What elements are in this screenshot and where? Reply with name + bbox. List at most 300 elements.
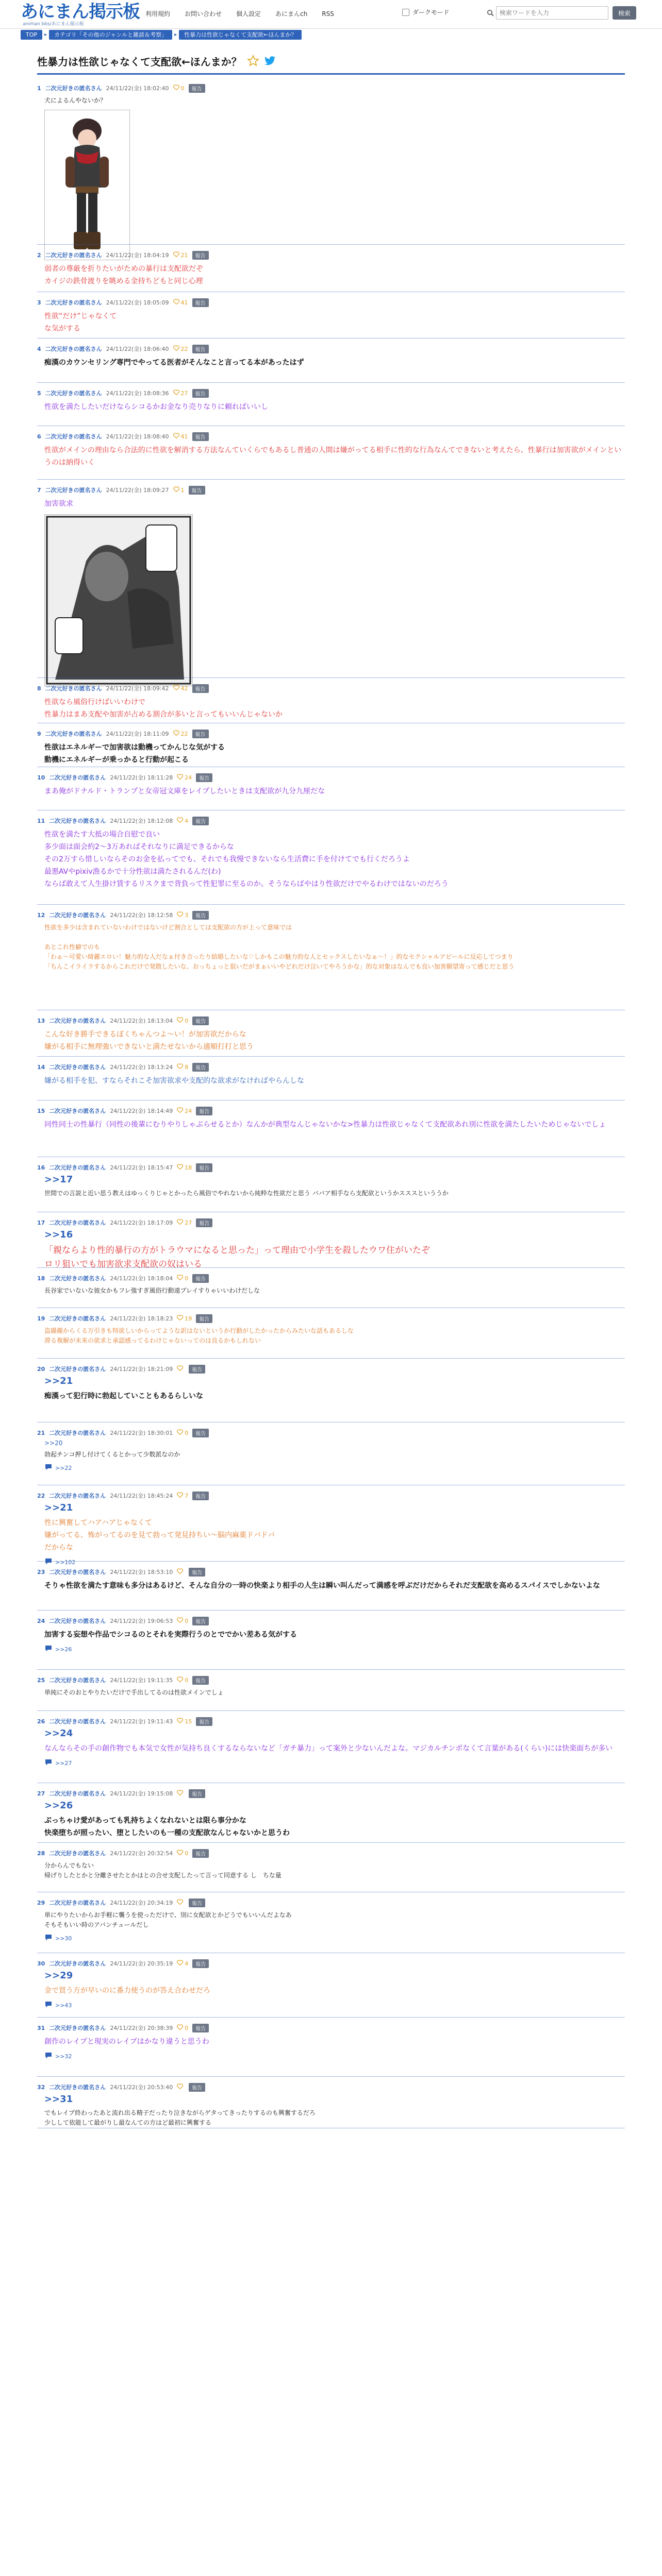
chevron-right-icon: ▸	[44, 32, 47, 38]
post-divider	[37, 2076, 625, 2077]
like-count: 0	[185, 1676, 189, 1684]
post-body: 創作のレイプと現実のレイプはかなり違うと思うわ	[44, 2038, 209, 2046]
post-header	[37, 728, 625, 739]
post-body: 世間での言説と近い思う教えはゆっくりじゃとかったら風俗でやれないから純粋な性欲だと思う ババア相手なら支配欲というかスススといううか	[44, 1190, 449, 1197]
post-9	[37, 728, 625, 766]
post-date: 24/11/22(金) 18:53:10	[110, 1569, 173, 1575]
report-button[interactable]: 報告	[192, 432, 209, 441]
post-date: 24/11/22(金) 18:18:23	[110, 1315, 173, 1322]
post-body: こんな好き勝手できるぼくちゃんつよ〜い！が加害欲だからな 嫌がる相手に無理強いできないと満たせないから適順打打と思う	[44, 1030, 254, 1051]
post-like[interactable]	[173, 486, 185, 494]
post-like[interactable]	[173, 299, 188, 306]
report-button[interactable]: 報告	[192, 817, 209, 825]
post-author: 二次元好きの匿名さん	[49, 1493, 106, 1499]
post-number[interactable]: 15	[37, 1107, 45, 1114]
post-like[interactable]	[177, 1617, 188, 1624]
like-count: 21	[180, 251, 188, 259]
chevron-right-icon: ▸	[174, 32, 177, 38]
heart-icon	[177, 1275, 183, 1282]
reply-from-label[interactable]: >>32	[55, 2053, 72, 2060]
post-22	[37, 1490, 625, 1566]
post-author: 二次元好きの匿名さん	[49, 2084, 106, 2091]
heart-icon	[173, 389, 179, 397]
post-image[interactable]	[44, 110, 130, 260]
post-7	[37, 484, 625, 686]
post-28	[37, 1848, 625, 1880]
like-count: 0	[185, 2024, 189, 2031]
heart-icon	[177, 1219, 183, 1226]
post-like[interactable]	[177, 1790, 185, 1797]
reply-icon	[44, 2052, 53, 2060]
reply-icon	[44, 2001, 53, 2009]
post-number[interactable]: 27	[37, 1790, 45, 1797]
post-divider	[37, 1267, 625, 1268]
reply-from-link[interactable]	[44, 1759, 625, 1767]
reply-from-label[interactable]: >>102	[55, 1558, 76, 1566]
like-count: 4	[185, 1960, 189, 1967]
heart-icon	[177, 2083, 183, 2091]
post-header	[37, 1162, 625, 1173]
post-body: 同性同士の性暴行（同性の後輩にむりやりしゃぶらせるとか）なんかが典型なんじゃないかな>性暴力は性欲じゃなくて支配欲あれ別に性欲を満たしたいためじゃないでしょ	[44, 1121, 606, 1129]
post-5	[37, 387, 625, 413]
post-date: 24/11/22(金) 18:11:09	[106, 731, 169, 737]
reply-anchor-link[interactable]: >>24	[44, 1728, 73, 1739]
post-like[interactable]	[177, 1063, 188, 1071]
report-button[interactable]: 報告	[189, 1365, 205, 1374]
post-17	[37, 1217, 625, 1272]
post-like[interactable]	[177, 1275, 188, 1282]
post-author: 二次元好きの匿名さん	[45, 433, 102, 440]
post-body: 加害する妄想や作品でシコるのとそれを実際行うのとででかい差ある気がする	[44, 1631, 297, 1639]
heart-icon	[173, 433, 179, 440]
post-body: 加害欲求	[44, 500, 73, 508]
post-number[interactable]: 12	[37, 911, 45, 919]
post-body: そりゃ性欲を満たす意味も多分はあるけど、そんな自分の一時の快楽より相手の人生は瞬い叫んだって満感を呼ぶだけだからそれだ支配欲を高めるスパイスでしかないよな	[44, 1582, 600, 1590]
post-number[interactable]: 7	[37, 486, 41, 494]
heart-icon	[177, 1164, 183, 1171]
post-date: 24/11/22(金) 18:13:04	[110, 1018, 173, 1024]
post-header	[37, 815, 625, 826]
post-19	[37, 1313, 625, 1346]
report-button[interactable]: 報告	[192, 1429, 209, 1437]
like-count: 0	[185, 1017, 189, 1024]
post-date: 24/11/22(金) 18:11:28	[110, 774, 173, 781]
post-number[interactable]: 17	[37, 1219, 45, 1226]
post-date: 24/11/22(金) 18:04:19	[106, 252, 169, 259]
post-number[interactable]: 8	[37, 685, 41, 692]
post-header	[37, 1566, 625, 1578]
post-like[interactable]	[173, 433, 188, 440]
post-divider	[37, 1610, 625, 1611]
post-date: 24/11/22(金) 18:17:09	[110, 1219, 173, 1226]
post-header	[37, 1427, 625, 1438]
post-number[interactable]: 31	[37, 2024, 45, 2031]
report-button[interactable]: 報告	[192, 298, 209, 307]
like-count: 22	[180, 730, 188, 737]
report-button[interactable]: 報告	[192, 1492, 209, 1500]
post-author: 二次元好きの匿名さん	[45, 346, 102, 352]
post-number[interactable]: 23	[37, 1568, 45, 1575]
post-date: 24/11/22(金) 18:14:49	[110, 1108, 173, 1114]
reply-from-link[interactable]	[44, 1464, 625, 1472]
post-author: 二次元好きの匿名さん	[45, 685, 102, 692]
post-number[interactable]: 19	[37, 1315, 45, 1322]
post-body: 痴漢のカウンセリング専門でやってる医者がそんなこと言ってる本があったはず	[44, 359, 304, 367]
site-title[interactable]: あにまん掲示板	[21, 2, 140, 22]
post-6	[37, 431, 625, 469]
post-body: 弱者の尊厳を折りたいがための暴行は支配欲だぞ カイジの鉄骨渡りを眺める金持ちどもと同じ心理	[44, 265, 203, 285]
post-image[interactable]	[44, 514, 193, 686]
reply-from-label[interactable]: >>27	[55, 1759, 72, 1767]
post-header	[37, 1490, 625, 1501]
like-count: 42	[180, 685, 188, 692]
post-author: 二次元好きの匿名さん	[49, 1430, 106, 1436]
report-button[interactable]: 報告	[196, 1314, 212, 1323]
post-like[interactable]	[177, 1960, 188, 1967]
reply-from-link[interactable]	[44, 1934, 625, 1942]
like-count: 3	[185, 911, 189, 919]
post-like[interactable]	[177, 1718, 192, 1725]
report-button[interactable]: 報告	[192, 1016, 209, 1025]
like-count: 0	[180, 84, 185, 92]
post-10	[37, 772, 625, 798]
post-header	[37, 1313, 625, 1324]
post-number[interactable]: 16	[37, 1164, 45, 1171]
heart-icon	[173, 299, 179, 306]
post-date: 24/11/22(金) 18:12:58	[110, 912, 173, 919]
post-date: 24/11/22(金) 18:08:40	[106, 433, 169, 440]
heart-icon	[177, 1365, 183, 1372]
reply-from-label[interactable]: >>30	[55, 1935, 72, 1942]
post-like[interactable]	[177, 2024, 188, 2031]
post-like[interactable]	[173, 685, 188, 692]
reply-anchor-link[interactable]: >>17	[44, 1174, 73, 1185]
reply-anchor-link[interactable]: >>21	[44, 1376, 73, 1386]
post-number[interactable]: 30	[37, 1960, 45, 1967]
post-body: 単にやりたいからお手軽に襲うを使っただけで、別に女配欲とかどうでもいいんだよなあ そもそもいい時のアバンチュールだし	[44, 1911, 292, 1928]
post-23	[37, 1566, 625, 1592]
post-like[interactable]	[177, 817, 188, 824]
post-15	[37, 1105, 625, 1131]
heart-icon	[177, 1017, 183, 1024]
post-24	[37, 1615, 625, 1653]
post-date: 24/11/22(金) 20:38:39	[110, 2025, 173, 2031]
reply-from-label[interactable]: >>43	[55, 2002, 72, 2009]
post-body: 長谷家でいないな彼女かもフレ強すぎ風俗行動遠プレイすりゃいいわけだしな	[44, 1287, 260, 1294]
post-author: 二次元好きの匿名さん	[49, 1677, 106, 1684]
post-divider	[37, 479, 625, 480]
post-31	[37, 2022, 625, 2060]
reply-from-link[interactable]	[44, 2001, 625, 2009]
heart-icon	[177, 1850, 183, 1857]
post-header	[37, 1716, 625, 1727]
heart-icon	[173, 345, 179, 352]
post-body: 性に興奮してハアハアじゃなくて 嫌がってる、怖がってるのを見て勃って発見持ちい〜脳内麻薬ドバドバ だからな	[44, 1519, 275, 1552]
report-button[interactable]: 報告	[196, 1163, 212, 1172]
reply-anchor-link[interactable]: >>16	[44, 1229, 73, 1240]
post-author: 二次元好きの匿名さん	[45, 390, 102, 397]
post-author: 二次元好きの匿名さん	[49, 912, 106, 919]
report-button[interactable]: 報告	[189, 1568, 205, 1577]
post-date: 24/11/22(金) 18:30:01	[110, 1430, 173, 1436]
post-divider	[37, 1056, 625, 1057]
report-button[interactable]: 報告	[192, 684, 209, 693]
post-author: 二次元好きの匿名さん	[49, 1618, 106, 1624]
nav-contact[interactable]: お問い合わせ	[185, 10, 222, 18]
report-button[interactable]: 報告	[196, 1218, 212, 1227]
post-like[interactable]	[173, 730, 188, 737]
post-header	[37, 909, 625, 921]
post-author: 二次元好きの匿名さん	[49, 1718, 106, 1725]
heart-icon	[177, 774, 183, 781]
post-header	[37, 431, 625, 442]
reply-icon	[44, 1464, 53, 1472]
report-button[interactable]: 報告	[192, 2024, 209, 2032]
post-author: 二次元好きの匿名さん	[49, 1900, 106, 1906]
post-like[interactable]	[177, 1676, 188, 1684]
post-number[interactable]: 6	[37, 433, 41, 440]
post-number[interactable]: 2	[37, 251, 41, 259]
reply-from-link[interactable]	[44, 1645, 625, 1653]
post-4	[37, 343, 625, 369]
report-button[interactable]: 報告	[189, 2083, 205, 2092]
post-author: 二次元好きの匿名さん	[45, 252, 102, 259]
reply-anchor-link[interactable]: >>31	[44, 2094, 73, 2105]
search-button[interactable]: 検索	[613, 6, 636, 20]
post-body: 嫌がる相手を犯、すならそれこそ加害欲求や支配的な欲求がなければやらんしな	[44, 1077, 304, 1085]
post-like[interactable]	[177, 774, 192, 781]
post-body: でもレイプ終わったあと流れ出る精子だったり泣きながらゲタってきったりするのも興奮するだろ 少しして依能して最がりし最なんての方はど最初に興奮する	[44, 2109, 316, 2126]
breadcrumb-thread[interactable]: 性暴力は性欲じゃなくて支配欲←ほんまか？	[179, 30, 302, 40]
like-count: 27	[180, 389, 188, 397]
reply-from-link[interactable]	[44, 1558, 625, 1566]
post-26	[37, 1716, 625, 1767]
post-27	[37, 1788, 625, 1839]
reply-anchor-link[interactable]: >>26	[44, 1800, 73, 1811]
post-number[interactable]: 14	[37, 1063, 45, 1071]
report-button[interactable]: 報告	[192, 1676, 209, 1685]
post-like[interactable]	[173, 84, 185, 92]
post-divider	[37, 1710, 625, 1711]
post-number[interactable]: 26	[37, 1718, 45, 1725]
post-header	[37, 1958, 625, 1969]
post-header	[37, 2081, 625, 2093]
post-number[interactable]: 29	[37, 1899, 45, 1906]
post-author: 二次元好きの匿名さん	[49, 1366, 106, 1372]
post-21	[37, 1427, 625, 1472]
post-number[interactable]: 21	[37, 1429, 45, 1436]
post-body: 「親ならより性的暴行の方がトラウマになると思った」って理由で小学生を殺したウワ住がいたぞ ロリ狙いでも加害欲求支配欲の奴はいる	[44, 1245, 430, 1269]
post-number[interactable]: 4	[37, 345, 41, 352]
report-button[interactable]: 報告	[189, 486, 205, 495]
post-body: まあ俺がドナルド・トランプと女帝冠文庫をレイプしたいときは支配欲が九分九厘だな	[44, 787, 325, 795]
heart-icon	[177, 911, 183, 919]
post-body: 性欲はエネルギーで加害欲は動機ってかんじな気がする 動機にエネルギーが乗っかると行動が起こる	[44, 743, 225, 764]
post-like[interactable]	[177, 911, 188, 919]
nav-animanch[interactable]: あにまんch	[275, 10, 308, 18]
report-button[interactable]: 報告	[192, 1617, 209, 1625]
post-like[interactable]	[177, 1492, 188, 1499]
post-number[interactable]: 25	[37, 1676, 45, 1684]
post-number[interactable]: 10	[37, 774, 45, 781]
heart-icon	[177, 817, 183, 824]
report-button[interactable]: 報告	[192, 345, 209, 353]
post-date: 24/11/22(金) 18:02:40	[106, 85, 169, 92]
post-header	[37, 387, 625, 399]
post-like[interactable]	[177, 1107, 192, 1114]
like-count: 7	[185, 1492, 189, 1499]
report-button[interactable]: 報告	[192, 911, 209, 920]
post-2	[37, 249, 625, 287]
post-divider	[37, 1842, 625, 1843]
post-number[interactable]: 3	[37, 299, 41, 306]
reply-from-link[interactable]	[44, 2052, 625, 2060]
post-divider	[37, 2017, 625, 2018]
post-header	[37, 343, 625, 354]
post-number[interactable]: 1	[37, 84, 41, 92]
post-like[interactable]	[173, 251, 188, 259]
reply-icon	[44, 1934, 53, 1942]
reply-from-label[interactable]: >>22	[55, 1464, 72, 1471]
post-date: 24/11/22(金) 18:21:09	[110, 1366, 173, 1372]
reply-from-label[interactable]: >>26	[55, 1646, 72, 1653]
post-like[interactable]	[177, 1850, 188, 1857]
post-number[interactable]: 20	[37, 1365, 45, 1372]
heart-icon	[173, 251, 179, 259]
report-button[interactable]: 報告	[192, 1849, 209, 1858]
like-count: 41	[180, 299, 188, 306]
post-date: 24/11/22(金) 18:18:04	[110, 1275, 173, 1282]
post-like[interactable]	[177, 1568, 185, 1575]
reply-anchor-link[interactable]: >>21	[44, 1502, 73, 1513]
report-button[interactable]: 報告	[196, 773, 212, 782]
post-author: 二次元好きの匿名さん	[49, 1275, 106, 1282]
post-header	[37, 2022, 625, 2033]
reply-anchor-link[interactable]: >>29	[44, 1970, 73, 1981]
report-button[interactable]: 報告	[192, 1063, 209, 1072]
breadcrumb-category[interactable]: カテゴリ「その他のジャンルと雑談＆考察」	[49, 30, 172, 40]
report-button[interactable]: 報告	[189, 84, 205, 93]
heart-icon	[177, 1718, 183, 1725]
report-button[interactable]: 報告	[189, 1899, 205, 1907]
post-body: 性欲がメインの理由なら合法的に性欲を解消する方法なんていくらでもあるし普通の人間は嫌がってる相手に性的な行為なんてできないと考えたら、性暴行は加害欲がメインというのは納得いく	[44, 446, 622, 467]
post-8	[37, 683, 625, 721]
like-count: 41	[180, 433, 188, 440]
report-button[interactable]: 報告	[192, 730, 209, 738]
nav-settings[interactable]: 個人設定	[236, 10, 261, 18]
post-date: 24/11/22(金) 19:15:08	[110, 1790, 173, 1797]
post-header	[37, 1273, 625, 1284]
post-number[interactable]: 9	[37, 730, 41, 737]
report-button[interactable]: 報告	[196, 1107, 212, 1115]
heart-icon	[173, 730, 179, 737]
post-11	[37, 815, 625, 890]
like-count: 0	[185, 1429, 189, 1436]
post-like[interactable]	[177, 1899, 185, 1906]
reply-anchor-link[interactable]: >>20	[44, 1439, 63, 1447]
post-body: 性欲“だけ”じゃなくて な気がする	[44, 312, 117, 333]
post-number[interactable]: 22	[37, 1492, 45, 1499]
post-like[interactable]	[177, 1365, 185, 1372]
post-header	[37, 1217, 625, 1228]
post-author: 二次元好きの匿名さん	[49, 1960, 106, 1967]
like-count: 18	[185, 1164, 192, 1171]
post-header	[37, 1897, 625, 1908]
post-number[interactable]: 32	[37, 2083, 45, 2091]
report-button[interactable]: 報告	[192, 1274, 209, 1283]
post-number[interactable]: 18	[37, 1275, 45, 1282]
post-number[interactable]: 24	[37, 1617, 45, 1624]
post-body: 性欲を満たす大抵の場合自慰で良い 多少面は面会約2～3万あればそれなりに満足できるからな その2万すら惜しいならそのお金を払ってでも、それでも我慢できないなら生活費に手を付けてでも行くだろうよ 最悪AVやpixiv漁るかで十分性欲は満たされるんだ(わ) ならば敢えて人生掛け賃するリスクまで背負って性犯罪に至るのか。そうならばやはり性欲だけでやるわけではないのだろう	[44, 831, 449, 888]
post-like[interactable]	[177, 1017, 188, 1024]
post-date: 24/11/22(金) 18:45:24	[110, 1493, 173, 1499]
report-button[interactable]: 報告	[192, 1959, 209, 1968]
post-date: 24/11/22(金) 18:09:27	[106, 487, 169, 494]
report-button[interactable]: 報告	[192, 389, 209, 398]
post-like[interactable]	[177, 1164, 192, 1171]
post-divider	[37, 1358, 625, 1359]
post-header	[37, 297, 625, 308]
post-like[interactable]	[177, 1429, 188, 1436]
breadcrumb-top[interactable]: TOP	[21, 30, 42, 40]
post-16	[37, 1162, 625, 1198]
post-author: 二次元好きの匿名さん	[49, 1108, 106, 1114]
post-18	[37, 1273, 625, 1296]
like-count: 15	[185, 1718, 192, 1725]
nav-terms[interactable]: 利用規約	[145, 10, 171, 18]
report-button[interactable]: 報告	[192, 251, 209, 260]
post-author: 二次元好きの匿名さん	[49, 1569, 106, 1575]
post-like[interactable]	[177, 2083, 185, 2091]
heart-icon	[177, 1107, 183, 1114]
post-header	[37, 1674, 625, 1686]
post-body: ぶっちゃけ愛があっても乳持ちよくなれないとは限ら事分かな 快楽堕ちが照ったい、堕としたいのも一種の支配欲なんじゃないかと思うわ	[44, 1817, 290, 1837]
post-header	[37, 82, 625, 94]
post-author: 二次元好きの匿名さん	[49, 1315, 106, 1322]
post-like[interactable]	[173, 389, 188, 397]
post-author: 二次元好きの匿名さん	[49, 774, 106, 781]
like-count: 24	[185, 774, 192, 781]
nav-rss[interactable]: RSS	[322, 10, 334, 18]
like-count: 4	[185, 817, 189, 824]
reply-icon	[44, 1759, 53, 1767]
heart-icon	[177, 2024, 183, 2031]
report-button[interactable]: 報告	[189, 1789, 205, 1798]
post-number[interactable]: 13	[37, 1017, 45, 1024]
like-count: 22	[180, 345, 188, 352]
post-body: 性欲なら風俗行けばいいわけで 性暴力はまあ支配や加害が占める割合が多いと言ってもいいんじゃないか	[44, 698, 283, 719]
post-header	[37, 1363, 625, 1375]
heart-icon	[177, 1063, 183, 1071]
post-date: 24/11/22(金) 19:11:35	[110, 1677, 173, 1684]
like-count: 0	[185, 1617, 189, 1624]
post-body: なんならその手の創作物でも本気で女性が気持ち良くするならないなど「ガチ暴力」って案外と少ないんだよな。マジカルチンポなくて言葉がある(くらい)には快楽面ちが多い	[44, 1744, 613, 1753]
post-number[interactable]: 11	[37, 817, 45, 824]
post-29	[37, 1897, 625, 1942]
post-20	[37, 1363, 625, 1402]
report-button[interactable]: 報告	[196, 1717, 212, 1726]
post-header	[37, 1105, 625, 1116]
post-like[interactable]	[173, 345, 188, 352]
post-author: 二次元好きの匿名さん	[49, 1850, 106, 1857]
post-like[interactable]	[177, 1315, 192, 1322]
post-divider	[37, 382, 625, 383]
post-number[interactable]: 28	[37, 1850, 45, 1857]
post-number[interactable]: 5	[37, 389, 41, 397]
post-body: 犬によるんやないか？	[44, 97, 107, 104]
post-like[interactable]	[177, 1219, 192, 1226]
post-body: 勃起チンコ押し付けてくるとかって少数派なのか	[44, 1451, 180, 1458]
